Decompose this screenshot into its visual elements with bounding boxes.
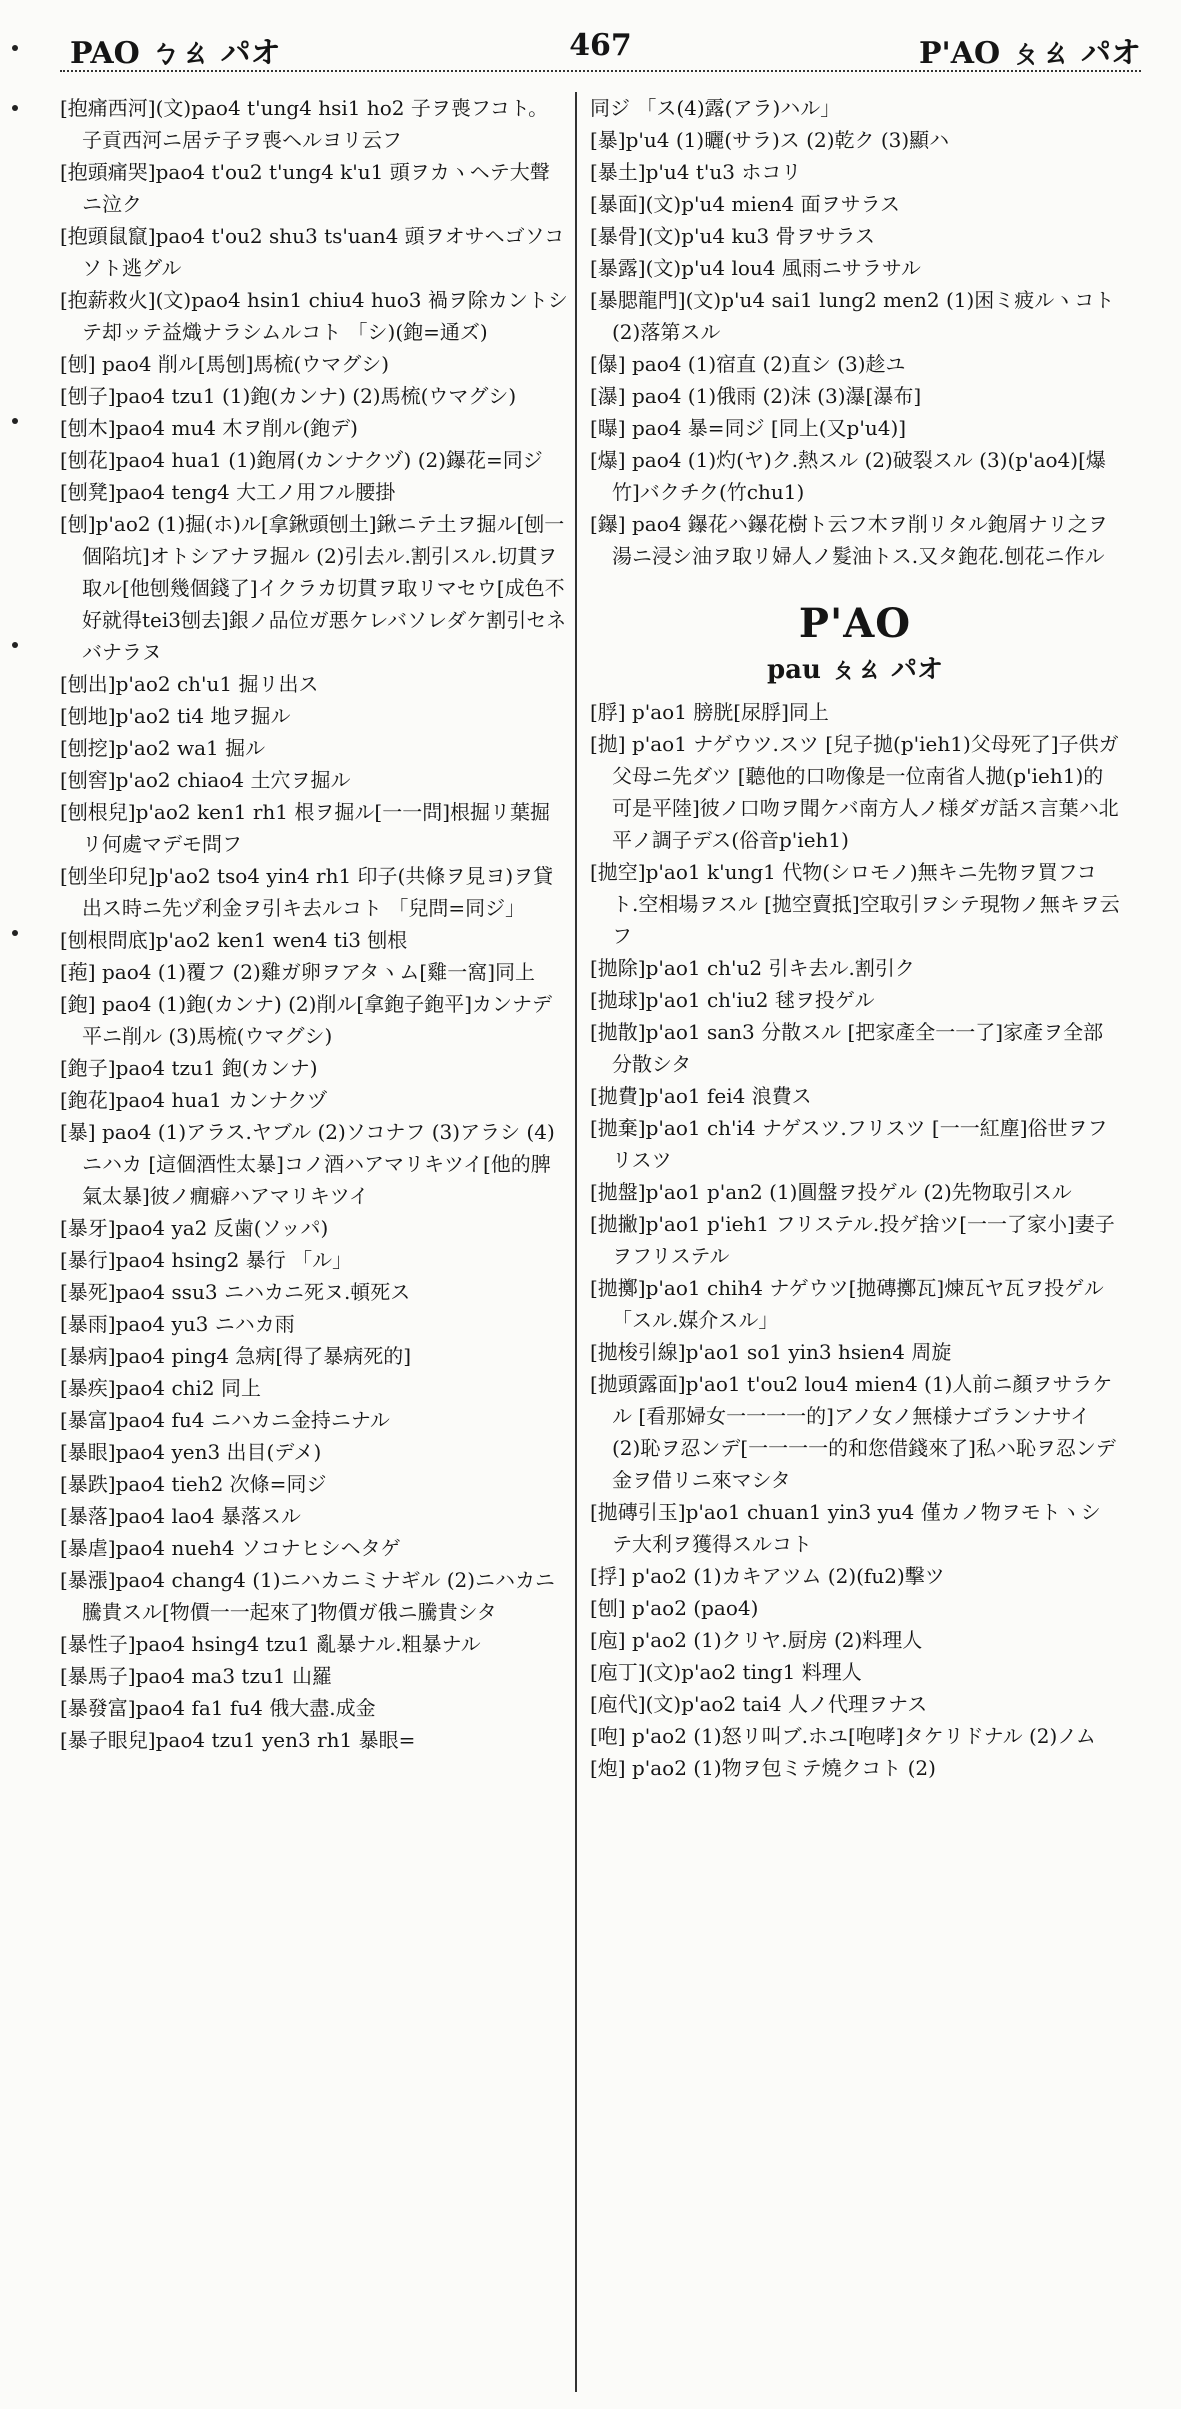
dictionary-entry: [鉋子]pao4 tzu1 鉋(カンナ)	[60, 1056, 318, 1080]
dictionary-entry: [拋頭露面]p'ao1 t'ou2 lou4 mien4 (1)人前ニ顏ヲサラケル [看那婦女一一一一的]アノ女ノ無様ナゴランナサイ (2)恥ヲ忍ンデ[一一一一的和您借錢來了]私ハ恥ヲ忍ンデ金ヲ借リニ來マシタ	[590, 1372, 1116, 1492]
dictionary-entry: [拋費]p'ao1 fei4 浪費ス	[590, 1084, 812, 1108]
margin-dot	[12, 930, 18, 936]
section-subtitle: pau ㄆㄠ パオ	[766, 655, 944, 685]
dictionary-entry: [刨凳]pao4 teng4 大工ノ用フル腰掛	[60, 480, 396, 504]
dictionary-entry: [暴面](文)p'u4 mien4 面ヲサラス	[590, 192, 901, 216]
dictionary-entry: [暴馬子]pao4 ma3 tzu1 山羅	[60, 1664, 332, 1688]
dictionary-entry: [刨根兒]p'ao2 ken1 rh1 根ヲ掘ル[一一問]根掘リ葉掘リ何處マデモ問フ	[60, 800, 550, 856]
left-column	[60, 92, 568, 1756]
dictionary-entry: [刨] p'ao2 (pao4)	[590, 1596, 759, 1620]
dictionary-entry: [抱頭痛哭]pao4 t'ou2 t'ung4 k'u1 頭ヲカヽヘテ大聲ニ泣ク	[60, 160, 550, 216]
dictionary-entry: [儤] pao4 (1)宿直 (2)直シ (3)趁ユ	[590, 352, 906, 376]
dictionary-entry: [咆] p'ao2 (1)怒リ叫ブ.ホユ[咆哮]タケリドナル (2)ノム	[590, 1724, 1096, 1748]
dictionary-entry: [脬] p'ao1 膀胱[尿脬]同上	[590, 700, 829, 724]
dictionary-entry: [刨坐印兒]p'ao2 tso4 yin4 rh1 印子(共條ヲ見ヨ)ヲ貸出ス時ニ先ヅ利金ヲ引キ去ルコト 「兒問=同ジ」	[60, 864, 554, 920]
dictionary-entry: [暴]p'u4 (1)曬(サラ)ス (2)乾ク (3)顯ハ	[590, 128, 950, 152]
section-title: P'AO	[798, 600, 912, 647]
dictionary-entry: [暴腮龍門](文)p'u4 sai1 lung2 men2 (1)困ミ疲ルヽコト (2)落第スル	[590, 288, 1115, 344]
dictionary-entry: [拋撇]p'ao1 p'ieh1 フリステル.投ゲ捨ツ[一一了家小]妻子ヲフリステル	[590, 1212, 1115, 1268]
margin-dot	[12, 418, 18, 424]
dictionary-entry: [刨出]p'ao2 ch'u1 掘リ出ス	[60, 672, 319, 696]
header-rule	[60, 70, 1141, 72]
dictionary-entry: [暴發富]pao4 fa1 fu4 俄大盡.成金	[60, 1696, 376, 1720]
dictionary-entry: [刨挖]p'ao2 wa1 掘ル	[60, 736, 266, 760]
right-column-bottom	[590, 696, 1120, 1784]
page-header	[60, 28, 1141, 72]
dictionary-entry: [鉋] pao4 (1)鉋(カンナ) (2)削ル[拿鉋子鉋平]カンナデ平ニ削ル (3)馬梳(ウマグシ)	[60, 992, 553, 1048]
dictionary-entry: [刨木]pao4 mu4 木ヲ削ル(鉋デ)	[60, 416, 358, 440]
dictionary-entry: [拋球]p'ao1 ch'iu2 毬ヲ投ゲル	[590, 988, 875, 1012]
page-number: 467	[569, 28, 632, 63]
dictionary-entry: [抱薪救火](文)pao4 hsin1 chiu4 huo3 禍ヲ除カントシテ却ッテ益熾ナラシムルコト 「シ)(鉋=通ズ)	[60, 288, 568, 344]
dictionary-entry: [瀑] pao4 (1)俄雨 (2)沫 (3)瀑[瀑布]	[590, 384, 922, 408]
right-column	[590, 92, 1120, 1784]
dictionary-entry: [暴疾]pao4 chi2 同上	[60, 1376, 262, 1400]
dictionary-entry: [暴富]pao4 fu4 ニハカニ金持ニナル	[60, 1408, 390, 1432]
dictionary-entry: [庖代](文)p'ao2 tai4 人ノ代理ヲナス	[590, 1692, 928, 1716]
dictionary-entry: [曝] pao4 暴=同ジ [同上(又p'u4)]	[590, 416, 907, 440]
dictionary-entry: [拋空]p'ao1 k'ung1 代物(シロモノ)無キニ先物ヲ買フコト.空相場ヲスル [拋空賣抵]空取引ヲシテ現物ノ無キヲ云フ	[590, 860, 1120, 948]
dictionary-entry: [拋棄]p'ao1 ch'i4 ナゲスツ.フリスツ [一一紅塵]俗世ヲフリスツ	[590, 1116, 1108, 1172]
dictionary-entry: [刨地]p'ao2 ti4 地ヲ掘ル	[60, 704, 291, 728]
margin-dot	[12, 642, 18, 648]
dictionary-entry: [抱頭鼠竄]pao4 t'ou2 shu3 ts'uan4 頭ヲオサヘゴソコソト逃グル	[60, 224, 565, 280]
dictionary-entry: [暴性子]pao4 hsing4 tzu1 亂暴ナル.粗暴ナル	[60, 1632, 481, 1656]
dictionary-entry: [鑤] pao4 鑤花ハ鑤花樹ト云フ木ヲ削リタル鉋屑ナリ之ヲ湯ニ浸シ油ヲ取リ婦人ノ髮油トス.又タ鉋花.刨花ニ作ル	[590, 512, 1108, 568]
column-divider	[575, 92, 577, 2392]
dictionary-entry: 同ジ 「ス(4)露(アラ)ハル」	[590, 96, 841, 120]
dictionary-entry: [刨根問底]p'ao2 ken1 wen4 ti3 刨根	[60, 928, 408, 952]
dictionary-entry: [拋擲]p'ao1 chih4 ナゲウツ[拋磚擲瓦]煉瓦ヤ瓦ヲ投ゲル 「スル.媒介スル」	[590, 1276, 1104, 1332]
dictionary-entry: [拋盤]p'ao1 p'an2 (1)圓盤ヲ投ゲル (2)先物取引スル	[590, 1180, 1072, 1204]
dictionary-entry: [炮] p'ao2 (1)物ヲ包ミテ燒クコト (2)	[590, 1756, 936, 1780]
dictionary-entry: [拋除]p'ao1 ch'u2 引キ去ル.割引ク	[590, 956, 915, 980]
dictionary-entry: [暴漲]pao4 chang4 (1)ニハカニミナギル (2)ニハカニ騰貴スル[物價一一起來了]物價ガ俄ニ騰貴シタ	[60, 1568, 556, 1624]
dictionary-entry: [暴行]pao4 hsing2 暴行 「ル」	[60, 1248, 353, 1272]
dictionary-entry: [暴眼]pao4 yen3 出目(デメ)	[60, 1440, 322, 1464]
dictionary-entry: [刨]p'ao2 (1)掘(ホ)ル[拿鍬頭刨土]鍬ニテ土ヲ掘ル[刨一個陷坑]オトシアナヲ掘ル (2)引去ル.割引スル.切貫ヲ取ル[他刨幾個錢了]イクラカ切貫ヲ取リマセウ[成色不好就得tei3刨去]銀ノ品位ガ悪ケレバソレダケ割引セネバナラヌ	[60, 512, 567, 664]
dictionary-entry: [庖丁](文)p'ao2 ting1 料理人	[590, 1660, 862, 1684]
dictionary-entry: [暴骨](文)p'u4 ku3 骨ヲサラス	[590, 224, 875, 248]
margin-dot	[12, 45, 18, 51]
dictionary-entry: [暴落]pao4 lao4 暴落スル	[60, 1504, 301, 1528]
dictionary-entry: [抱痛西河](文)pao4 t'ung4 hsi1 ho2 子ヲ喪フコト。子貢西河ニ居テ子ヲ喪ヘルヨリ云フ	[60, 96, 549, 152]
dictionary-entry: [鉋花]pao4 hua1 カンナクヅ	[60, 1088, 328, 1112]
header-left-title: PAO ㄅㄠ パオ	[70, 36, 281, 71]
dictionary-entry: [暴子眼兒]pao4 tzu1 yen3 rh1 暴眼=	[60, 1728, 416, 1752]
dictionary-entry: [暴土]p'u4 t'u3 ホコリ	[590, 160, 802, 184]
dictionary-entry: [菢] pao4 (1)覆フ (2)雞ガ卵ヲアタヽム[雞一窩]同上	[60, 960, 536, 984]
margin-dot	[12, 105, 18, 111]
dictionary-entry: [刨] pao4 削ル[馬刨]馬梳(ウマグシ)	[60, 352, 390, 376]
dictionary-entry: [捊] p'ao2 (1)カキアツム (2)(fu2)擊ツ	[590, 1564, 945, 1588]
dictionary-entry: [刨花]pao4 hua1 (1)鉋屑(カンナクヅ) (2)鑤花=同ジ	[60, 448, 543, 472]
dictionary-entry: [暴病]pao4 ping4 急病[得了暴病死的]	[60, 1344, 412, 1368]
dictionary-entry: [暴牙]pao4 ya2 反歯(ソッパ)	[60, 1216, 329, 1240]
dictionary-entry: [爆] pao4 (1)灼(ヤ)ク.熱スル (2)破裂スル (3)(p'ao4)[爆竹]バクチク(竹chu1)	[590, 448, 1106, 504]
dictionary-entry: [暴跌]pao4 tieh2 次條=同ジ	[60, 1472, 327, 1496]
right-column-top	[590, 92, 1120, 572]
dictionary-entry: [暴死]pao4 ssu3 ニハカニ死ヌ.頓死ス	[60, 1280, 411, 1304]
dictionary-entry: [庖] p'ao2 (1)クリヤ.厨房 (2)料理人	[590, 1628, 923, 1652]
dictionary-entry: [暴虐]pao4 nueh4 ソコナヒシヘタゲ	[60, 1536, 401, 1560]
dictionary-entry: [暴露](文)p'u4 lou4 風雨ニサラサル	[590, 256, 921, 280]
dictionary-entry: [拋] p'ao1 ナゲウツ.スツ [兒子拋(p'ieh1)父母死了]子供ガ父母ニ先ダツ [聽他的口吻像是一位南省人拋(p'ieh1)的可是平陸]彼ノ口吻ヲ聞ケバ南方人ノ様ダガ話ス言葉ハ北平ノ調子デス(俗音p'ieh1)	[590, 732, 1119, 852]
dictionary-entry: [暴] pao4 (1)アラス.ヤブル (2)ソコナフ (3)アラシ (4)ニハカ [這個酒性太暴]コノ酒ハアマリキツイ[他的脾氣太暴]彼ノ癇癖ハアマリキツイ	[60, 1120, 555, 1208]
dictionary-entry: [拋磚引玉]p'ao1 chuan1 yin3 yu4 僅カノ物ヲモトヽシテ大利ヲ獲得スルコト	[590, 1500, 1101, 1556]
dictionary-entry: [暴雨]pao4 yu3 ニハカ雨	[60, 1312, 295, 1336]
header-right-title: P'AO ㄆㄠ パオ	[918, 36, 1141, 71]
dictionary-entry: [拋梭引線]p'ao1 so1 yin3 hsien4 周旋	[590, 1340, 952, 1364]
dictionary-entry: [拋散]p'ao1 san3 分散スル [把家產全一一了]家產ヲ全部分散シタ	[590, 1020, 1104, 1076]
dictionary-entry: [刨窖]p'ao2 chiao4 土穴ヲ掘ル	[60, 768, 351, 792]
dictionary-entry: [刨子]pao4 tzu1 (1)鉋(カンナ) (2)馬梳(ウマグシ)	[60, 384, 517, 408]
